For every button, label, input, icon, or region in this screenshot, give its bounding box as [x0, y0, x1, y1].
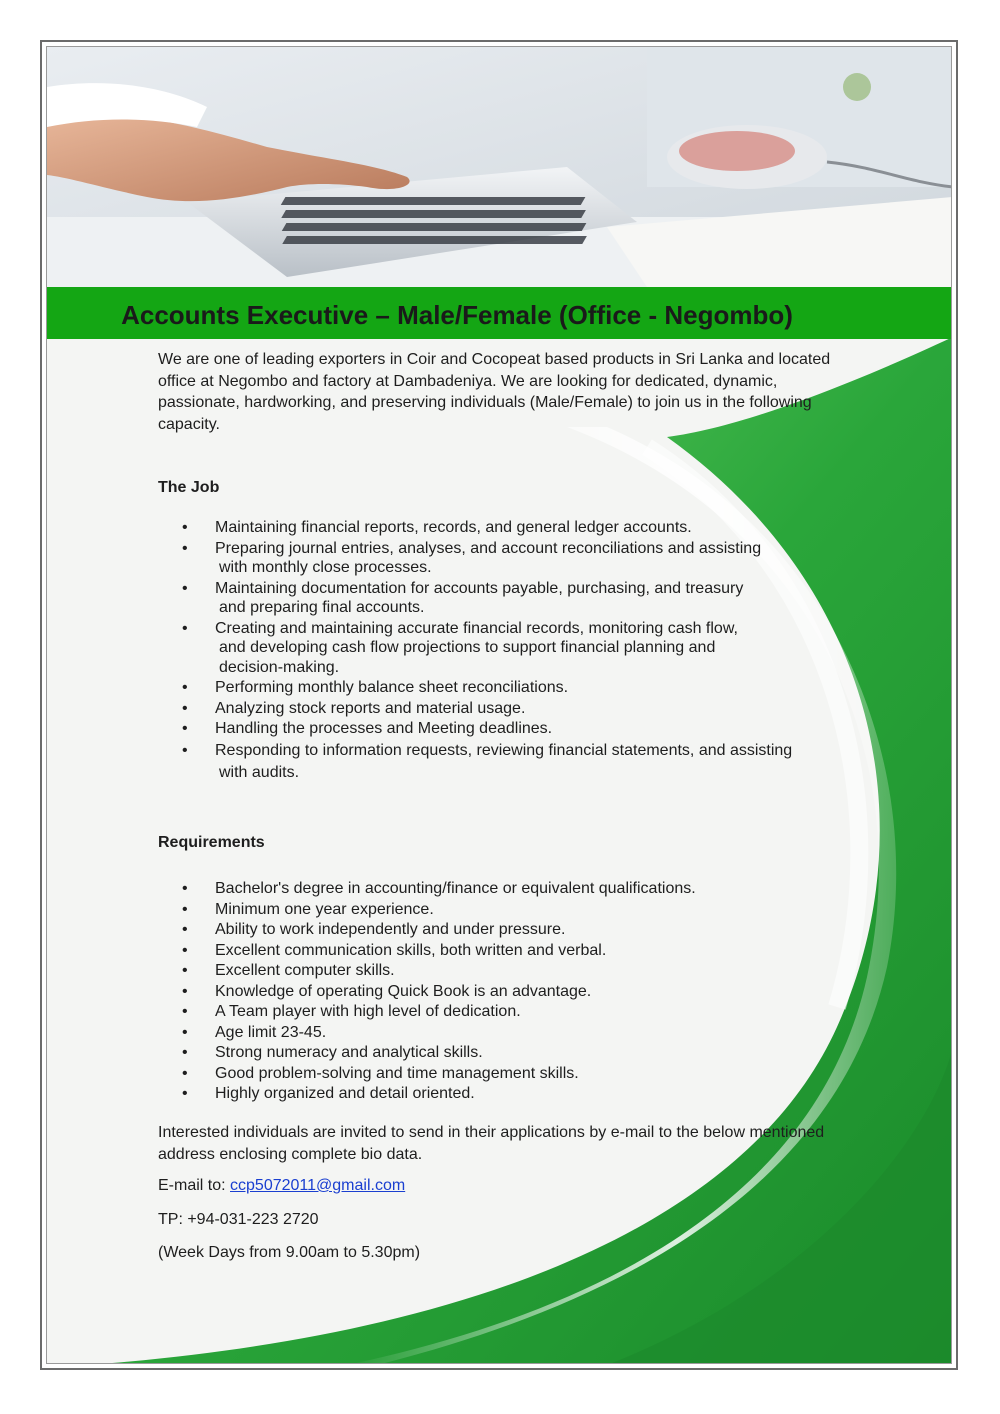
- list-item: • Maintaining financial reports, records, and general ledger accounts.: [182, 518, 882, 538]
- intro-paragraph: We are one of leading exporters in Coir and Cocopeat based products in Sri Lanka and located office at Negombo and factory at Dambadeniya. We are looking for dedicated, dynamic, passionate, hardworking, and preserving individuals (Male/Female) to join us in the following capacity.: [158, 351, 831, 433]
- list-item: • Responding to information requests, reviewing financial statements, and assisting with audits.: [182, 740, 882, 784]
- list-item: • A Team player with high level of dedication.: [182, 1002, 882, 1023]
- list-item: • Age limit 23-45.: [182, 1023, 882, 1044]
- phone-number: TP: +94-031-223 2720: [158, 1211, 319, 1228]
- job-heading: The Job: [158, 479, 220, 496]
- list-item: • Highly organized and detail oriented.: [182, 1084, 882, 1105]
- list-item: • Excellent communication skills, both written and verbal.: [182, 941, 882, 962]
- apply-instructions: Interested individuals are invited to send in their applications by e-mail to the below mentioned address enclosing complete bio data.: [158, 1124, 825, 1163]
- list-item: • Strong numeracy and analytical skills.: [182, 1043, 882, 1064]
- email-line: [158, 1177, 405, 1195]
- flyer: [46, 46, 952, 1364]
- list-item: • Handling the processes and Meeting deadlines.: [182, 719, 882, 739]
- email-link[interactable]: ccp5072011@gmail.com: [230, 1177, 406, 1194]
- office-hours: (Week Days from 9.00am to 5.30pm): [158, 1244, 421, 1261]
- list-item: • Performing monthly balance sheet reconciliations.: [182, 678, 882, 698]
- requirements-list: [182, 879, 882, 1105]
- list-item: • Maintaining documentation for accounts payable, purchasing, and treasury and preparing final accounts.: [182, 579, 882, 618]
- list-item: • Knowledge of operating Quick Book is an advantage.: [182, 982, 882, 1003]
- list-item: • Analyzing stock reports and material usage.: [182, 699, 882, 719]
- requirements-heading: Requirements: [158, 834, 265, 851]
- list-item: • Preparing journal entries, analyses, and account reconciliations and assisting with monthly close processes.: [182, 539, 882, 578]
- list-item: • Bachelor's degree in accounting/finance or equivalent qualifications.: [182, 879, 882, 900]
- hero-image-calculator: [47, 47, 952, 287]
- list-item: • Creating and maintaining accurate financial records, monitoring cash flow, and developing cash flow projections to support financial planning and decision-making.: [182, 619, 882, 678]
- list-item: • Excellent computer skills.: [182, 961, 882, 982]
- list-item: • Minimum one year experience.: [182, 900, 882, 921]
- email-label: E-mail to:: [158, 1177, 226, 1194]
- list-item: • Good problem-solving and time management skills.: [182, 1064, 882, 1085]
- list-item: • Ability to work independently and under pressure.: [182, 920, 882, 941]
- job-list: [182, 518, 882, 785]
- job-title: Accounts Executive – Male/Female (Office - Negombo): [121, 300, 793, 330]
